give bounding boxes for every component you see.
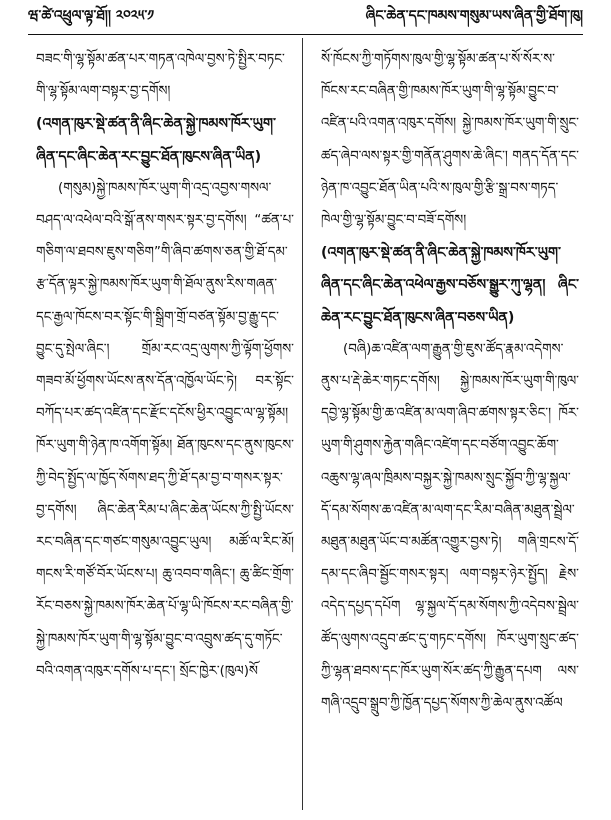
section-title: ཞིང་ཆེན་དང་ཁམས་གསུམ་ཡས་ཞིན་གྱི་ཐོག་ཁུ། [365,8,583,24]
right-paragraph-1: སོ་ཁོངས་ཀྱི་གཏོགས་ཁུལ་གྱི་ལྷ་སྟོམ་ཚན་པ་སོ་སོར་ས་ཁོངས་རང་བཞིན་གྱི་ཁམས་ཁོར་ཡུག་གི་ལྷ་སྟོམ་བྱུང་བ་འཛིན་པའི་འགན་འཁུར་དགོས། སྐྱེ་ཁམས་ཁོར་ཡུག་གི་སྲུང་ཚད་ཞེབ་ལས་སྟར་གྱི་གནོན་ཤུགས་ཆེ་ཞིང་། གནད་དོན་དང་ཉེན་ཁ་འབྱུང་ཐོན་ཡིན་པའི་ས་ཁུལ་གྱི་རྩི་སྒྲ་བས་གཏད་ཁེལ་གྱི་ལྷ་སྟོམ་བྱུང་བ་བཟོ་དགོས། [321,52,579,229]
left-paragraph-1: བཟང་གི་ལྷ་སྟོམ་ཚན་པར་གཏན་འཁེལ་བྱས་ཏེ་སྤྱིར་བཏང་གི་ལྷ་སྟོམ་ལག་བསྟར་བྱ་དགོས། [36,52,285,100]
left-paragraph-2: (གསུམ)སྐྱེ་ཁམས་ཁོར་ཡུག་གི་འདྲ་འབྱས་གསལ་བཤད་ལ་འཕེལ་བའི་སྒོ་ནས་གསར་སྟར་བྱ་དགོས། “ཚན་པ་གཅིག་ལ་ཐབས་ཇུས་གཅིག”གི་ཞིབ་ཚགས་ཅན་གྱི་ཐོ་དམ་རྩ་དོན་ལྟར་སྐྱེ་ཁམས་ཁོར་ཡུག་གི་ཐོལ་ནུས་རིས་གཞན་དང་རྒྱལ་ཁོངས་བར་སྟོང་གི་སྒྲིག་གྲོ་བཙན་སྟོམ་བྱ་རྒྱུ་དང་བྱུང་དུ་སྤེལ་ཞིང་། གྲོམ་རང་འདྲ་ལུགས་ཀྱི་ལྟོག་ཕྱོགས་གཟབ་མོ་ཕྱོགས་ཡོངས་ནས་དོན་འཁྱོལ་ཡོང་ཏེ། བར་སྟོང་བཀོད་པར་ཚད་འཛིན་དང་རྫོང་དངོས་ཕྱིར་འབྱུང་ལ་ལྷ་སྟོམ། ཁོར་ཡུག་གི་ཉེན་ཁ་འགོག་སྟོམ། ཐོན་ཁུངས་དང་ནུས་ཁུངས་ཀྱི་བེད་སྤྱོད་ལ་ཁྱོད་སོགས་ཐད་ཀྱི་ཐོ་དམ་བྱ་བ་གསར་སྟར་བྱ་དགོས། ཞིང་ཆེན་རིམ་པ་ཞིང་ཆེན་ཡོངས་ཀྱི་སྤྱི་ཡོངས་རང་བཞིན་དང་གཙང་གསུམ་འབྱུང་ཡུལ། མཚོ་ལ་རིང་མོ། གངས་རི་གཙོ་བོར་ཡོངས་པ། ཆུ་འབབ་གཞིང་། ཆུ་ཚིང་གྲོག་རོང་བཅས་སྐྱེ་ཁམས་ཁོར་ཆེན་པོ་ལྷ་ཡི་ཁོངས་རང་བཞིན་གྱི་སྐྱེ་ཁམས་ཁོར་ཡུག་གི་ལྷ་སྟོམ་བྱུང་བ་འབྲུས་ཚད་དུ་གཏོང་བའི་འགན་འཁུར་དགོས་པ་དང་། སྲོང་ཁྱེར་(ཁུལ)སོ [36,180,294,679]
column-divider [302,38,303,810]
journal-title: ཝ་ཚེ་འཕྲུལ་ལྟ་ཐོ།། ༢༠༢༥་༡ [28,8,155,24]
right-paragraph-2: (བཞི)ཆ་འཛིན་ལག་རྒྱུན་གྱི་ཇུས་ཚོད་རྣམ་འདེགས་ནུས་པ་རྡེ་ཆེར་གཏང་དགོས། སྐྱེ་ཁམས་ཁོར་ཡུག་གི་ཁུལ་དབྱེ་ལྷ་སྟོམ་གྱི་ཆ་འཛིན་མ་ལག་ཞིབ་ཚགས་སྟར་ཅིང་། ཁོར་ཡུག་གི་ཤུགས་རྐྱེན་གཞིང་འཛེག་དང་བཙོག་འབྱུང་ཆོག་འཆུས་ལྷ་ཞལ་ཁྲིམས་བསྐྱར་སྐྱེ་ཁམས་སྲུང་སྐྱོབ་ཀྱི་ལྷ་སྐྱལ་དོ་དམ་སོགས་ཆ་འཛིན་མ་ལག་དང་རིམ་བཞིན་མཐུན་སྦྲེལ་མཐུན་མཐུན་ཡོང་བ་མཚོན་འགྱུར་བྱས་ཏེ། གཞི་གྲངས་དོ་དམ་དང་ཞིབ་སྦྱོང་གསར་སྟར། ལག་བསྟར་ཉེར་སྤྱོད། རྗེས་འདེད་དཔྱད་དཔོག ལྷ་སྐྱལ་དོ་དམ་སོགས་ཀྱི་འདེབས་སྦྲེལ་ཚོད་ལུགས་འདྲུབ་ཚང་དུ་གཏང་དགོས། ཁོར་ཡུག་སྲུང་ཚད་ཀྱི་ལྷན་ཐབས་དང་ཁོར་ཡུག་སོར་ཚད་ཀྱི་རྒྱུན་དཔག ལས་གཞི་འདྲུབ་སྒྲུབ་ཀྱི་ཁྱོན་དཔྱད་སོགས་ཀྱི་ཆེལ་ནུས་འཚོལ [321,341,579,712]
page-header [28,6,583,32]
right-column [321,44,579,810]
header-rule [28,34,583,35]
left-responsibility-note: (འགན་ཁུར་སྡེ་ཚན་ནི་ཞིང་ཆེན་སྐྱེ་ཁམས་ཁོར་ཡུག་ཞིན་དང་ཞིང་ཆེན་རང་བྱུང་ཐོན་ཁུངས་ཞིན་ཡིན) [36,116,276,165]
left-column [36,44,294,810]
right-responsibility-note: (འགན་ཁུར་སྡེ་ཚན་ནི་ཞིང་ཆེན་སྐྱེ་ཁམས་ཁོར་ཡུག་ཞིན་དང་ཞིང་ཆེན་འཕེལ་རྒྱས་བཅོས་སྒྱུར་ཀུ་ལྷན། ཞིང་ཆེན་རང་བྱུང་ཐོན་ཁུངས་ཞིན་བཅས་ཡིན) [321,245,579,326]
